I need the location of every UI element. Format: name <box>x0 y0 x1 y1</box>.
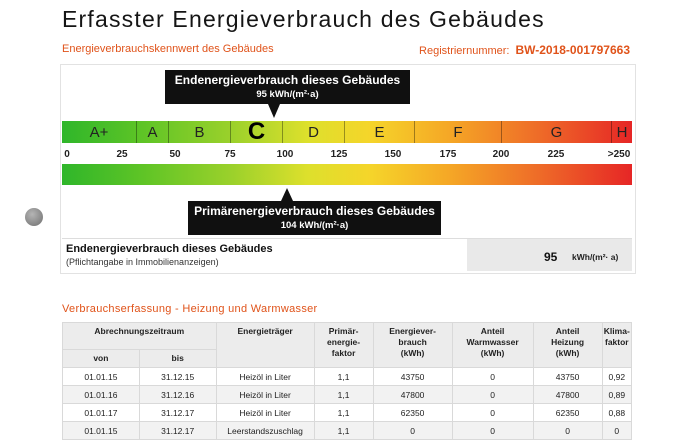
scale-tick: 25 <box>116 149 128 160</box>
scale-tick: 175 <box>439 149 457 160</box>
cell-energy: 47800 <box>373 386 452 404</box>
scale-tick: >250 <box>607 149 631 160</box>
cell-to: 31.12.15 <box>139 368 216 386</box>
scale-tick: 200 <box>492 149 510 160</box>
cell-carrier: Heizöl in Liter <box>216 404 314 422</box>
header-water-share: Anteil Warmwasser (kWh) <box>452 323 533 368</box>
cell-carrier: Heizöl in Liter <box>216 368 314 386</box>
end-energy-callout-value: 95 kWh/(m²·a) <box>256 89 319 100</box>
cell-to: 31.12.17 <box>139 422 216 440</box>
energy-class-h: H <box>616 123 628 141</box>
table-row <box>63 368 632 386</box>
punch-hole <box>25 208 43 226</box>
header-heating-share: Anteil Heizung (kWh) <box>533 323 602 368</box>
end-energy-pointer <box>268 104 280 118</box>
cell-heating: 62350 <box>533 404 602 422</box>
consumption-table <box>62 322 632 440</box>
header-carrier: Energieträger <box>216 323 314 368</box>
primary-energy-callout <box>188 201 441 235</box>
cell-water: 0 <box>452 422 533 440</box>
cell-from: 01.01.15 <box>63 422 140 440</box>
table-row <box>63 404 632 422</box>
cell-to: 31.12.17 <box>139 404 216 422</box>
cell-from: 01.01.15 <box>63 368 140 386</box>
header-from: von <box>63 350 140 368</box>
cell-factor: 1,1 <box>314 422 373 440</box>
header-period: Abrechnungszeitraum <box>63 323 217 350</box>
energy-class-d: D <box>283 121 345 143</box>
header-energy-use: Energiever- brauch (kWh) <box>373 323 452 368</box>
primary-energy-callout-label: Primärenergieverbrauch dieses Gebäudes <box>194 204 435 218</box>
energy-class-b: B <box>169 121 231 143</box>
summary-value: 95 <box>544 250 558 264</box>
cell-energy: 0 <box>373 422 452 440</box>
cell-factor: 1,1 <box>314 404 373 422</box>
primary-energy-callout-value: 104 kWh/(m²·a) <box>280 220 349 231</box>
cell-water: 0 <box>452 404 533 422</box>
cell-climate: 0,89 <box>602 386 631 404</box>
summary-note: (Pflichtangabe in Immobilienanzeigen) <box>66 257 219 267</box>
primary-energy-scale-bar <box>62 164 632 185</box>
header-climate-factor: Klima- faktor <box>602 323 631 368</box>
cell-climate: 0 <box>602 422 631 440</box>
energy-class-a: A <box>137 121 169 143</box>
cell-carrier: Heizöl in Liter <box>216 386 314 404</box>
cell-from: 01.01.16 <box>63 386 140 404</box>
cell-heating: 43750 <box>533 368 602 386</box>
scale-tick: 0 <box>64 149 70 160</box>
page-title: Erfasster Energieverbrauch des Gebäudes <box>62 6 545 32</box>
summary-label: Endenergieverbrauch dieses Gebäudes <box>66 243 273 255</box>
cell-heating: 47800 <box>533 386 602 404</box>
cell-climate: 0,92 <box>602 368 631 386</box>
header-to: bis <box>139 350 216 368</box>
cell-from: 01.01.17 <box>63 404 140 422</box>
registration-label: Registriernummer: <box>419 45 510 57</box>
table-row <box>63 422 632 440</box>
end-energy-callout-label: Endenergieverbrauch dieses Gebäudes <box>174 73 401 87</box>
energy-class-e: E <box>345 121 415 143</box>
end-energy-callout <box>165 70 410 104</box>
energy-class-c: C <box>231 121 283 143</box>
primary-energy-pointer <box>281 188 293 201</box>
energy-class-g: G <box>502 121 612 143</box>
summary-unit: kWh/(m²· a) <box>572 252 619 262</box>
scale-tick: 225 <box>547 149 565 160</box>
cell-water: 0 <box>452 368 533 386</box>
registration <box>419 43 630 57</box>
cell-water: 0 <box>452 386 533 404</box>
summary-value-box <box>467 239 632 271</box>
subtitle-row <box>62 43 630 55</box>
scale-tick: 75 <box>224 149 236 160</box>
cell-factor: 1,1 <box>314 368 373 386</box>
cell-carrier: Leerstandszuschlag <box>216 422 314 440</box>
scale-tick: 150 <box>384 149 402 160</box>
scale-tick: 50 <box>169 149 181 160</box>
cell-energy: 43750 <box>373 368 452 386</box>
subtitle: Energieverbrauchskennwert des Gebäudes <box>62 43 274 55</box>
scale-tick: 125 <box>330 149 348 160</box>
consumption-section-title: Verbrauchserfassung - Heizung und Warmwasser <box>62 303 318 315</box>
energy-class-f: F <box>415 121 502 143</box>
cell-factor: 1,1 <box>314 386 373 404</box>
cell-heating: 0 <box>533 422 602 440</box>
header-primary-factor: Primär- energie- faktor <box>314 323 373 368</box>
end-energy-summary <box>62 238 632 271</box>
energy-class-a-plus: A+ <box>62 121 137 143</box>
registration-number: BW-2018-001797663 <box>515 43 630 57</box>
cell-climate: 0,88 <box>602 404 631 422</box>
table-row <box>63 386 632 404</box>
cell-energy: 62350 <box>373 404 452 422</box>
cell-to: 31.12.16 <box>139 386 216 404</box>
scale-tick: 100 <box>276 149 294 160</box>
